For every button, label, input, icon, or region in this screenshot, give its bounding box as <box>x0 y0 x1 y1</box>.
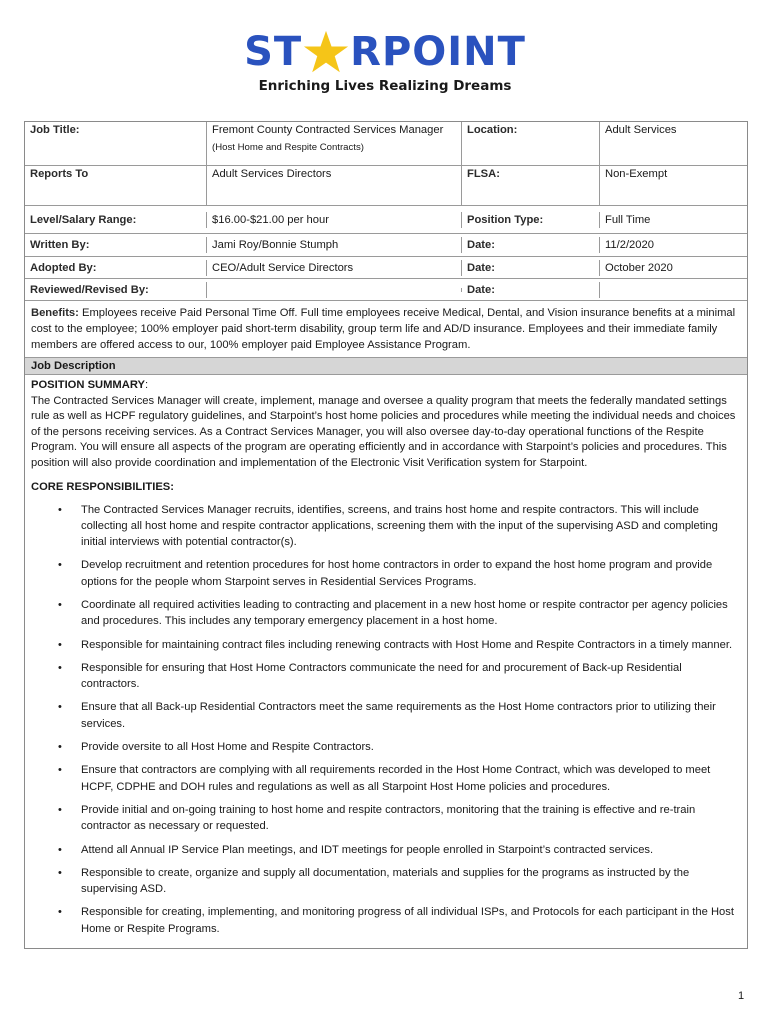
page-number: 1 <box>738 990 745 1002</box>
responsibility-text: Responsible for maintaining contract files including renewing contracts with Host Home and Respite Contractors in a timely manner. <box>81 638 733 651</box>
adopted-by-label: Adopted By: <box>30 261 97 274</box>
responsibility-text: Responsible for creating, implementing, and monitoring progress of all individual ISPs, and Protocols for each participant in the Host Home or Respite Programs. <box>81 906 734 935</box>
responsibility-item <box>31 904 735 937</box>
salary-value: $16.00-$21.00 per hour <box>212 213 329 226</box>
job-title-subtitle: (Host Home and Respite Contracts) <box>212 142 364 153</box>
position-type-label: Position Type: <box>467 213 544 226</box>
adopted-date-label: Date: <box>467 261 495 274</box>
position-summary-colon: : <box>144 379 149 391</box>
bullet-icon: • <box>58 701 62 714</box>
responsibility-item <box>31 802 735 835</box>
row-reports-to <box>25 166 747 206</box>
reviewed-date-label: Date: <box>467 283 495 296</box>
responsibility-text: Responsible for ensuring that Host Home Contractors communicate the need for and procurement of Back-up Residential contractors. <box>81 661 682 691</box>
tagline: Enriching Lives Realizing Dreams <box>258 78 512 94</box>
row-salary <box>25 206 747 234</box>
bullet-icon: • <box>58 843 62 856</box>
responsibility-text: Provide oversite to all Host Home and Respite Contractors. <box>81 741 374 754</box>
logo-text-right: RPOINT <box>350 29 526 75</box>
responsibility-text: Provide initial and on-going training to host home and respite contractors, monitoring that the training is effective and re-train contractor as necessary or requested. <box>81 803 696 833</box>
adopted-by-value: CEO/Adult Service Directors <box>212 261 354 274</box>
responsibility-text: Ensure that contractors are complying with all requirements recorded in the Host Home Contract, which was developed to meet HCPF, CDPHE and DOH rules and regulations as well as all Starpoint Host Home policies and procedures. <box>81 764 711 793</box>
flsa-label: FLSA: <box>467 168 500 180</box>
benefits-text: Employees receive Paid Personal Time Off. Full time employees receive Medical, Dental, and Vision insurance benefits at a minimal cost to the employee; 100% employer paid short-term disability, group term life and AD/D insurance. Employees and their immediate family members are offered access to our, 100% employer paid Employee Assistance Program. <box>31 307 736 351</box>
logo-text-left: ST <box>244 29 303 75</box>
row-written-by <box>25 234 747 257</box>
position-summary <box>25 375 747 474</box>
position-summary-text: The Contracted Services Manager will create, implement, manage and oversee a quality program that meets the federally mandated settings rule as well as HCPF regulatory guidelines, and Starpoint’s host home policies and procedures while meeting the individual needs and choices of the persons receiving services. As a Contract Services Manager, you will also oversee day-to-day operational functions of the Respite Program. You will ensure all aspects of the program are operating efficiently and in accordance with Starpoint’s policies and procedures. This position will also provide coordination and implementation of the Electronic Visit Verification system for Starpoint. <box>31 394 736 469</box>
responsibility-item <box>31 502 735 551</box>
position-type-value: Full Time <box>605 213 651 226</box>
reports-to-value: Adult Services Directors <box>212 168 332 180</box>
job-title-value: Fremont County Contracted Services Manager <box>212 124 444 136</box>
responsibility-text: Develop recruitment and retention procedures for host home contractors in order to expand the host home program and provide options for the people whom Starpoint serves in Residential Services Programs. <box>81 559 713 588</box>
benefits-label: Benefits: <box>31 307 79 319</box>
responsibility-text: Responsible to create, organize and supply all documentation, materials and supplies for the programs as instructed by the supervising ASD. <box>81 866 690 896</box>
responsibility-item <box>31 739 735 755</box>
reviewed-by-label: Reviewed/Revised By: <box>30 283 149 296</box>
written-date-value: 11/2/2020 <box>605 239 654 251</box>
job-description-header: Job Description <box>25 358 747 375</box>
responsibility-item <box>31 699 735 732</box>
reports-to-label: Reports To <box>30 168 89 180</box>
flsa-value: Non-Exempt <box>605 168 668 180</box>
written-by-value: Jami Roy/Bonnie Stumph <box>212 239 339 251</box>
bullet-icon: • <box>58 764 62 777</box>
responsibility-item <box>31 762 735 795</box>
core-responsibilities <box>25 474 747 948</box>
responsibility-item <box>31 842 735 858</box>
responsibility-item <box>31 557 735 590</box>
bullet-icon: • <box>58 503 62 516</box>
written-date-label: Date: <box>467 239 495 251</box>
responsibility-list <box>31 502 741 938</box>
salary-label: Level/Salary Range: <box>30 213 137 226</box>
company-logo <box>0 28 770 76</box>
benefits-section <box>25 301 747 358</box>
position-summary-label: POSITION SUMMARY <box>31 379 145 391</box>
job-description-form <box>24 121 748 949</box>
bullet-icon: • <box>58 803 62 816</box>
written-by-label: Written By: <box>30 239 90 251</box>
responsibility-text: Coordinate all required activities leading to contracting and placement in a new host home or respite contractor per agency policies and procedures. This includes any temporary emergency placement in a host home. <box>81 598 728 628</box>
core-responsibilities-label: CORE RESPONSIBILITIES: <box>31 481 174 493</box>
location-value: Adult Services <box>605 124 677 136</box>
responsibility-item <box>31 660 735 693</box>
row-reviewed-by <box>25 279 747 301</box>
responsibility-text: Ensure that all Back-up Residential Contractors meet the same requirements as the Host Home contractors prior to utilizing their services. <box>81 701 716 730</box>
bullet-icon: • <box>58 741 62 754</box>
responsibility-text: Attend all Annual IP Service Plan meetings, and IDT meetings for people enrolled in Starpoint’s contracted services. <box>81 843 654 856</box>
responsibility-text: The Contracted Services Manager recruits, identifies, screens, and trains host home and respite contractors. This will include collecting all host home and respite contractor applications, screening them with the input of the supervising ASD and completing initial interviews with potential contractor(s). <box>81 503 718 549</box>
adopted-date-value: October 2020 <box>605 261 673 274</box>
bullet-icon: • <box>58 638 62 651</box>
responsibility-item <box>31 597 735 630</box>
row-adopted-by <box>25 257 747 279</box>
bullet-icon: • <box>58 906 62 919</box>
responsibility-item <box>31 637 735 653</box>
star-icon <box>303 29 349 75</box>
bullet-icon: • <box>58 866 62 879</box>
bullet-icon: • <box>58 661 62 674</box>
job-title-label: Job Title: <box>30 124 80 136</box>
bullet-icon: • <box>58 559 62 572</box>
bullet-icon: • <box>58 598 62 611</box>
location-label: Location: <box>467 124 518 136</box>
row-job-title <box>25 122 747 166</box>
responsibility-item <box>31 865 735 898</box>
